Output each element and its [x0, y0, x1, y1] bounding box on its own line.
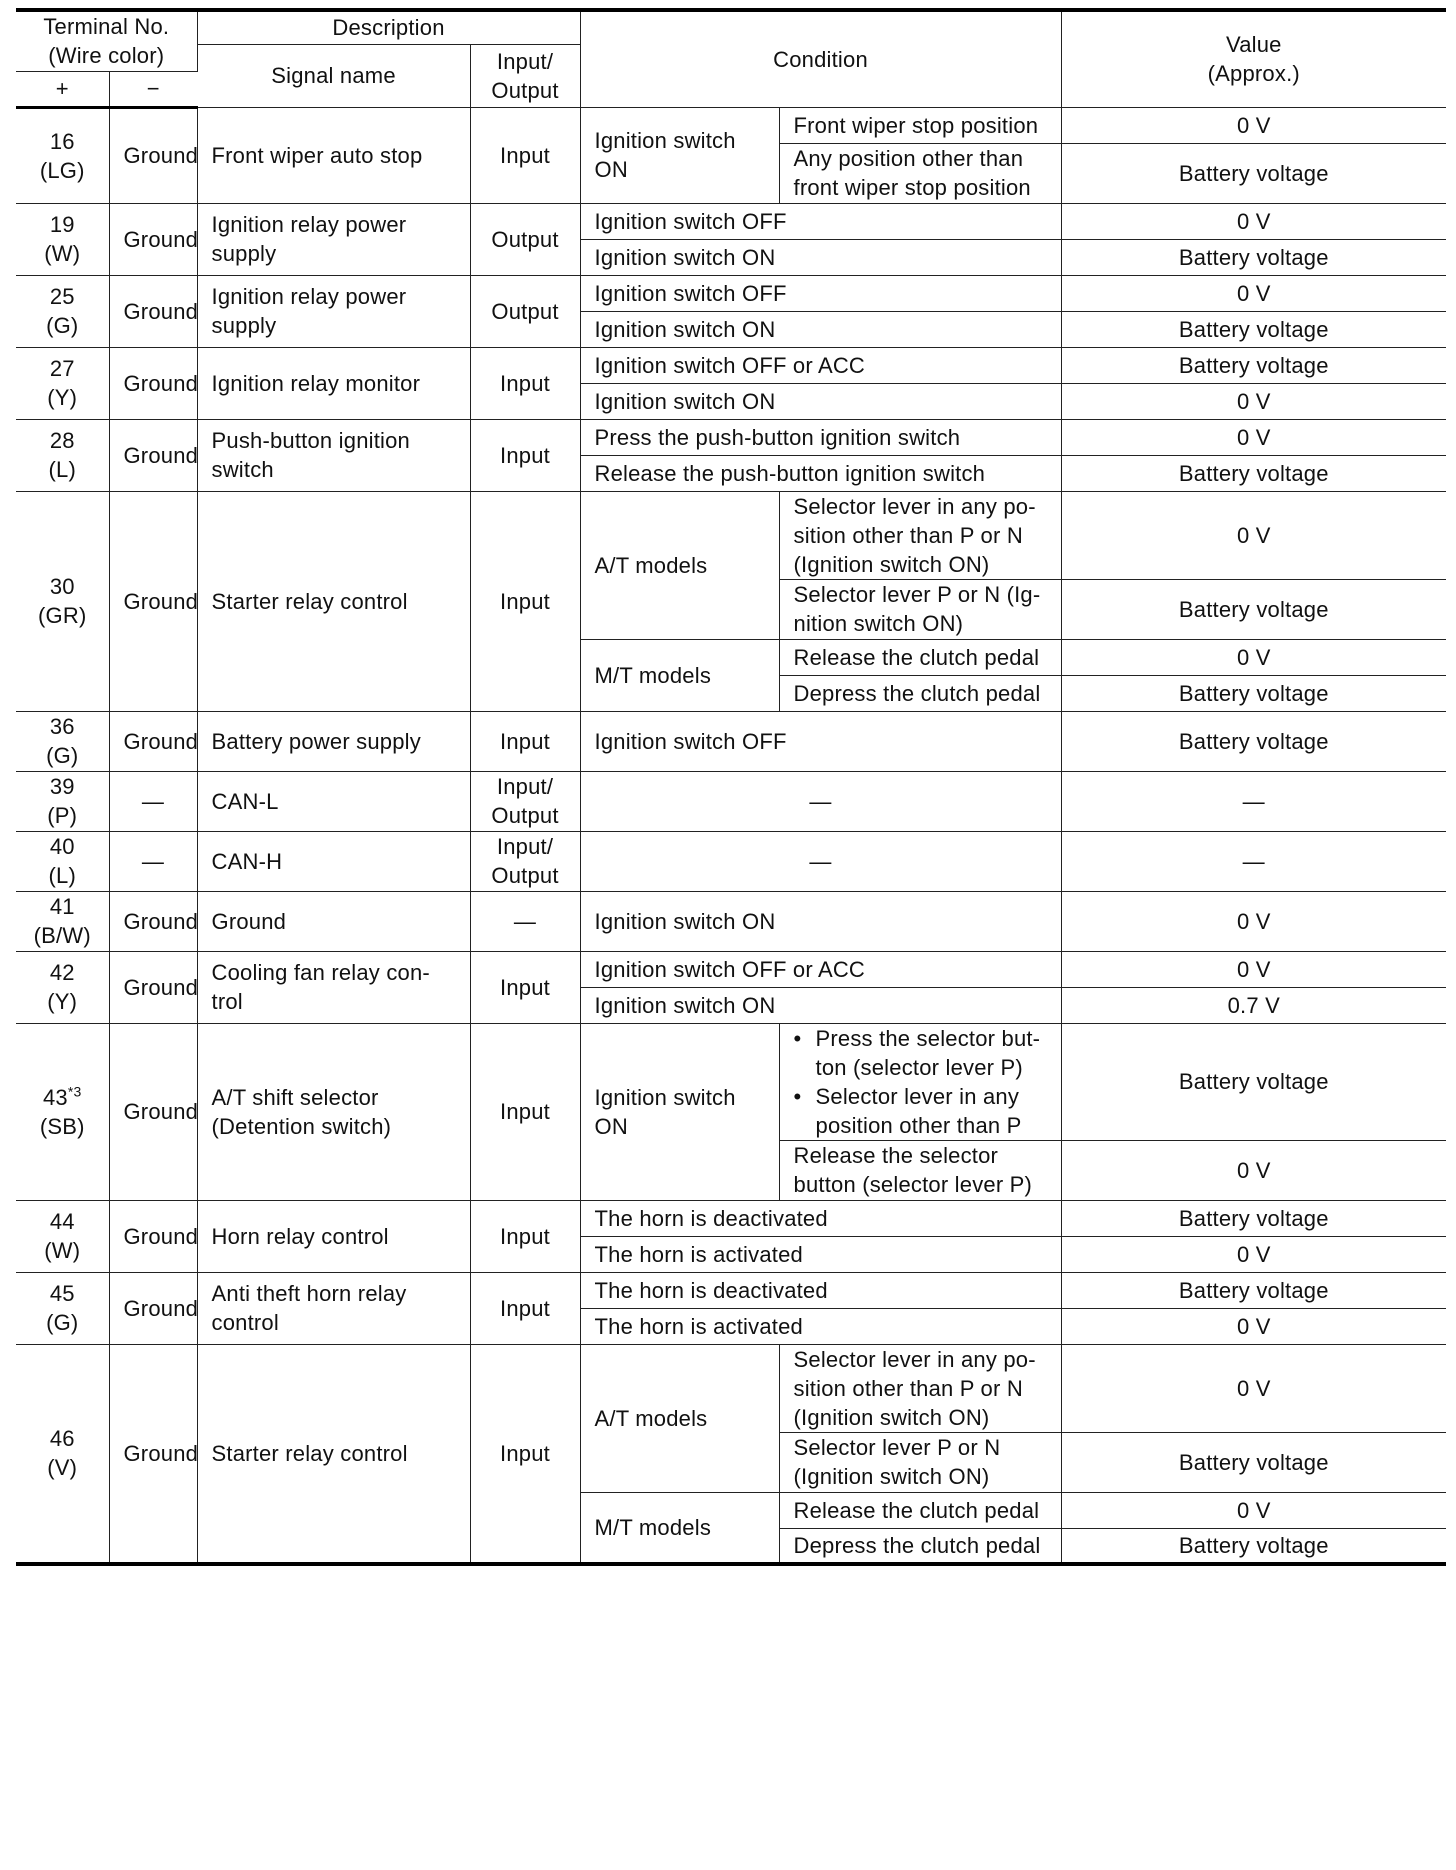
- signal-name: CAN-L: [197, 771, 470, 831]
- terminal-number: 36: [49, 714, 75, 739]
- value-cell: 0 V: [1061, 203, 1446, 239]
- value-cell: 0 V: [1061, 383, 1446, 419]
- table-row: [16, 1272, 1446, 1308]
- condition-group: M/T models: [580, 1492, 779, 1564]
- table-row: [16, 203, 1446, 239]
- value-cell: 0 V: [1061, 491, 1446, 579]
- value-cell: 0 V: [1061, 1140, 1446, 1200]
- negative-terminal: —: [109, 831, 197, 891]
- sub-condition: Release the clutch pedal: [779, 639, 1061, 675]
- terminal-number: 46: [49, 1426, 75, 1452]
- table-row: [16, 891, 1446, 951]
- negative-terminal: Ground: [109, 1200, 197, 1272]
- table-row: [16, 275, 1446, 311]
- condition-group: A/T models: [580, 1344, 779, 1492]
- terminal-cell: [16, 1344, 109, 1564]
- input-output: Input: [470, 951, 580, 1023]
- terminal-footnote: *3: [67, 1083, 82, 1100]
- value-cell: Battery voltage: [1061, 1528, 1446, 1564]
- condition: Release the push-button ignition switch: [580, 455, 1061, 491]
- condition-bullet-list: [794, 1024, 1047, 1140]
- header-value: Value (Approx.): [1061, 10, 1446, 107]
- terminal-cell: [16, 771, 109, 831]
- header-terminal: Terminal No. (Wire color): [16, 10, 197, 71]
- terminal-number: 30: [49, 574, 75, 599]
- header-plus: +: [16, 71, 109, 107]
- header-condition: Condition: [580, 10, 1061, 107]
- negative-terminal: Ground: [109, 1272, 197, 1344]
- signal-name: Cooling fan relay con- trol: [197, 951, 470, 1023]
- input-output: Input: [470, 1344, 580, 1564]
- table-row: [16, 1344, 1446, 1432]
- sub-condition: Selector lever in any po- sition other than P or N (Ignition switch ON): [779, 491, 1061, 579]
- negative-terminal: Ground: [109, 203, 197, 275]
- condition: Ignition switch ON: [580, 891, 1061, 951]
- signal-name: A/T shift selector (Detention switch): [197, 1023, 470, 1200]
- value-cell: Battery voltage: [1061, 1272, 1446, 1308]
- wire-color: (W): [44, 241, 81, 266]
- condition-group: M/T models: [580, 639, 779, 711]
- terminal-number: 41: [49, 894, 75, 919]
- wire-color: (P): [47, 803, 78, 828]
- condition-bullet: • Selector lever in any position other than P: [816, 1082, 1047, 1140]
- value-cell: Battery voltage: [1061, 455, 1446, 491]
- terminal-number: 39: [49, 774, 75, 799]
- table-row: [16, 831, 1446, 891]
- terminal-number: 43: [42, 1084, 68, 1110]
- sub-condition: Selector lever P or N (Ig- nition switch ON): [779, 579, 1061, 639]
- value-cell: Battery voltage: [1061, 239, 1446, 275]
- value-cell: 0 V: [1061, 891, 1446, 951]
- negative-terminal: Ground: [109, 891, 197, 951]
- value-cell: Battery voltage: [1061, 675, 1446, 711]
- condition: Ignition switch OFF: [580, 203, 1061, 239]
- wire-color: (Y): [47, 989, 78, 1014]
- terminal-cell: [16, 711, 109, 771]
- value-cell: —: [1061, 771, 1446, 831]
- sub-condition: Selector lever P or N (Ignition switch ON): [779, 1432, 1061, 1492]
- input-output: —: [470, 891, 580, 951]
- value-cell: 0 V: [1061, 1308, 1446, 1344]
- negative-terminal: Ground: [109, 1344, 197, 1564]
- condition: The horn is activated: [580, 1308, 1061, 1344]
- value-cell: —: [1061, 831, 1446, 891]
- negative-terminal: Ground: [109, 1023, 197, 1200]
- header-io: Input/ Output: [470, 44, 580, 107]
- table-row: [16, 419, 1446, 455]
- table-row: [16, 491, 1446, 579]
- condition-group: A/T models: [580, 491, 779, 639]
- sub-condition: Release the clutch pedal: [779, 1492, 1061, 1528]
- header-minus: −: [109, 71, 197, 107]
- condition: Press the push-button ignition switch: [580, 419, 1061, 455]
- input-output: Input: [470, 107, 580, 203]
- terminal-number: 25: [49, 284, 75, 309]
- wire-color: (LG): [39, 157, 85, 183]
- negative-terminal: Ground: [109, 419, 197, 491]
- input-output: Input/ Output: [470, 771, 580, 831]
- signal-name: Horn relay control: [197, 1200, 470, 1272]
- input-output: Input: [470, 1023, 580, 1200]
- sub-condition: Depress the clutch pedal: [779, 1528, 1061, 1564]
- signal-name: Ignition relay monitor: [197, 347, 470, 419]
- negative-terminal: —: [109, 771, 197, 831]
- terminal-cell: [16, 831, 109, 891]
- terminal-cell: [16, 419, 109, 491]
- table-row: [16, 711, 1446, 771]
- wire-color: (G): [46, 1310, 79, 1335]
- sub-condition: Release the selector button (selector lever P): [779, 1140, 1061, 1200]
- wire-color: (G): [46, 313, 79, 338]
- condition-bullet: • Press the selector but- ton (selector lever P): [816, 1024, 1047, 1082]
- negative-terminal: Ground: [109, 107, 197, 203]
- table-row: [16, 1023, 1446, 1140]
- terminal-cell: [16, 107, 109, 203]
- condition: —: [580, 831, 1061, 891]
- value-cell: 0 V: [1061, 639, 1446, 675]
- wire-color: (GR): [38, 603, 87, 628]
- value-cell: Battery voltage: [1061, 1432, 1446, 1492]
- terminal-number: 28: [49, 428, 75, 453]
- condition: The horn is deactivated: [580, 1200, 1061, 1236]
- negative-terminal: Ground: [109, 491, 197, 711]
- signal-name: Anti theft horn relay control: [197, 1272, 470, 1344]
- value-cell: 0.7 V: [1061, 987, 1446, 1023]
- value-cell: 0 V: [1061, 1344, 1446, 1432]
- terminal-cell: [16, 491, 109, 711]
- negative-terminal: Ground: [109, 347, 197, 419]
- table-body: [16, 107, 1446, 1564]
- input-output: Input: [470, 1272, 580, 1344]
- terminal-cell: [16, 951, 109, 1023]
- signal-name: Battery power supply: [197, 711, 470, 771]
- condition: Ignition switch OFF: [580, 275, 1061, 311]
- condition: Ignition switch ON: [580, 383, 1061, 419]
- terminal-number: 19: [49, 212, 75, 237]
- wire-color: (Y): [47, 385, 78, 410]
- wire-color: (G): [46, 743, 79, 768]
- signal-name: Starter relay control: [197, 1344, 470, 1564]
- terminal-cell: [16, 347, 109, 419]
- input-output: Output: [470, 275, 580, 347]
- condition: Ignition switch ON: [580, 987, 1061, 1023]
- terminal-number: 40: [49, 834, 75, 859]
- negative-terminal: Ground: [109, 951, 197, 1023]
- wire-color: (L): [48, 457, 76, 482]
- sub-condition: Any position other than front wiper stop position: [779, 143, 1061, 203]
- signal-name: Front wiper auto stop: [197, 107, 470, 203]
- wire-color: (V): [47, 1455, 78, 1481]
- input-output: Input: [470, 491, 580, 711]
- terminal-number: 42: [49, 960, 75, 985]
- condition: Ignition switch ON: [580, 239, 1061, 275]
- signal-name: Ground: [197, 891, 470, 951]
- condition: —: [580, 771, 1061, 831]
- signal-name: Push-button ignition switch: [197, 419, 470, 491]
- table-row: [16, 951, 1446, 987]
- terminal-cell: [16, 275, 109, 347]
- value-cell: Battery voltage: [1061, 311, 1446, 347]
- signal-name: Ignition relay power supply: [197, 203, 470, 275]
- header-signal-name: Signal name: [197, 44, 470, 107]
- value-cell: Battery voltage: [1061, 347, 1446, 383]
- terminal-table-sheet: [16, 8, 1446, 1566]
- condition: Ignition switch OFF or ACC: [580, 347, 1061, 383]
- input-output: Input/ Output: [470, 831, 580, 891]
- table-row: [16, 347, 1446, 383]
- input-output: Input: [470, 419, 580, 491]
- value-cell: Battery voltage: [1061, 1023, 1446, 1140]
- sub-condition: Selector lever in any po- sition other than P or N (Ignition switch ON): [779, 1344, 1061, 1432]
- wire-color: (L): [48, 863, 76, 888]
- table-row: [16, 107, 1446, 143]
- sub-condition: Depress the clutch pedal: [779, 675, 1061, 711]
- terminal-cell: [16, 1023, 109, 1200]
- table-row: [16, 1200, 1446, 1236]
- negative-terminal: Ground: [109, 275, 197, 347]
- value-cell: Battery voltage: [1061, 143, 1446, 203]
- signal-name: Ignition relay power supply: [197, 275, 470, 347]
- sub-condition: [779, 1023, 1061, 1140]
- terminal-number: 27: [49, 356, 75, 381]
- wire-color: (B/W): [33, 923, 91, 948]
- condition-group: Ignition switch ON: [580, 107, 779, 203]
- value-cell: Battery voltage: [1061, 1200, 1446, 1236]
- wire-color: (W): [44, 1238, 81, 1263]
- terminal-cell: [16, 203, 109, 275]
- value-cell: 0 V: [1061, 1492, 1446, 1528]
- condition-group: Ignition switch ON: [580, 1023, 779, 1200]
- input-output: Input: [470, 711, 580, 771]
- value-cell: Battery voltage: [1061, 579, 1446, 639]
- terminal-number: 16: [49, 128, 75, 154]
- condition: Ignition switch ON: [580, 311, 1061, 347]
- value-cell: 0 V: [1061, 419, 1446, 455]
- condition: Ignition switch OFF: [580, 711, 1061, 771]
- input-output: Input: [470, 347, 580, 419]
- value-cell: 0 V: [1061, 951, 1446, 987]
- value-cell: Battery voltage: [1061, 711, 1446, 771]
- terminal-cell: [16, 891, 109, 951]
- signal-name: CAN-H: [197, 831, 470, 891]
- input-output: Input: [470, 1200, 580, 1272]
- terminal-cell: [16, 1200, 109, 1272]
- sub-condition: Front wiper stop position: [779, 107, 1061, 143]
- condition: The horn is deactivated: [580, 1272, 1061, 1308]
- condition: Ignition switch OFF or ACC: [580, 951, 1061, 987]
- wire-color: (SB): [39, 1113, 85, 1139]
- condition: The horn is activated: [580, 1236, 1061, 1272]
- signal-name: Starter relay control: [197, 491, 470, 711]
- value-cell: 0 V: [1061, 275, 1446, 311]
- table-row: [16, 771, 1446, 831]
- terminal-number: 45: [49, 1281, 75, 1306]
- terminal-number: 44: [49, 1209, 75, 1234]
- terminal-table: [16, 8, 1446, 1566]
- negative-terminal: Ground: [109, 711, 197, 771]
- header-description: Description: [197, 10, 580, 44]
- value-cell: 0 V: [1061, 107, 1446, 143]
- input-output: Output: [470, 203, 580, 275]
- terminal-cell: [16, 1272, 109, 1344]
- value-cell: 0 V: [1061, 1236, 1446, 1272]
